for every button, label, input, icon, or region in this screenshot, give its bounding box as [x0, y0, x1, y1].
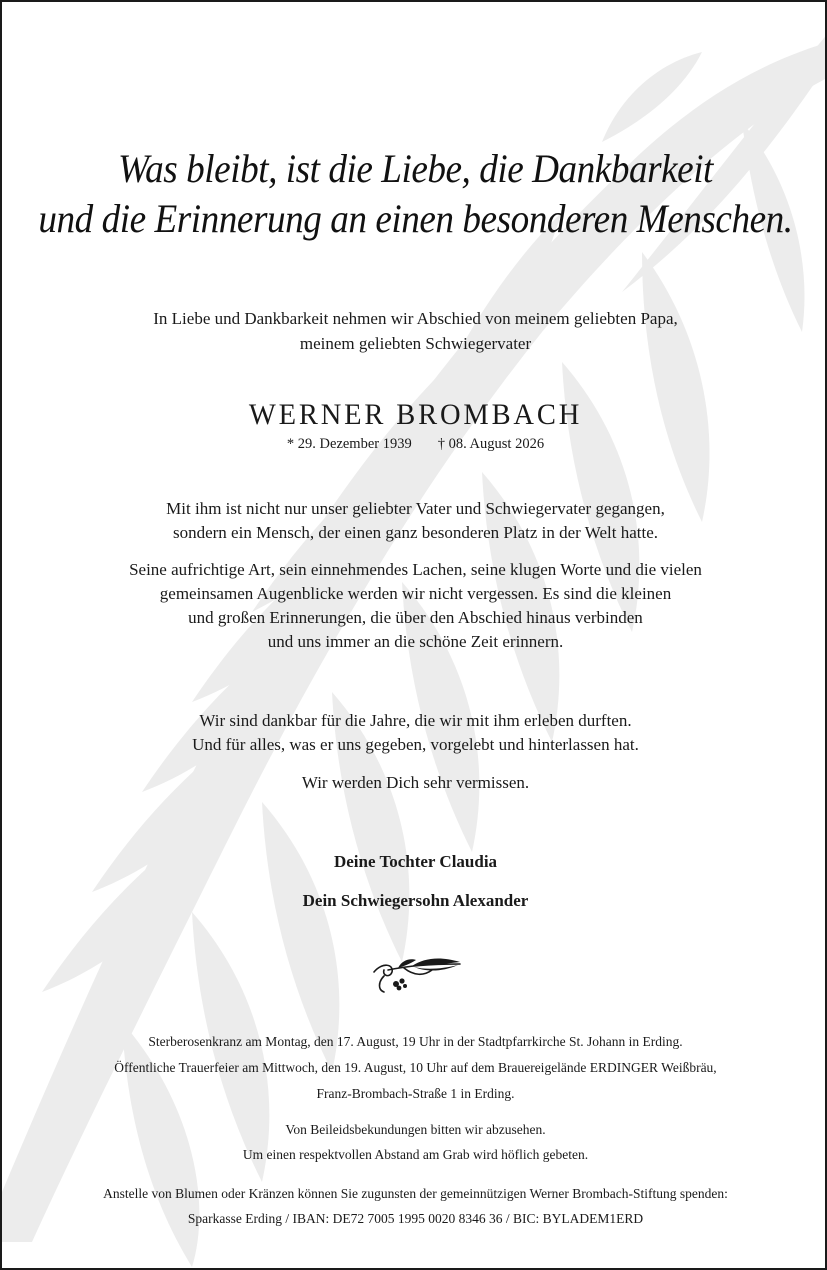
service-line-2: Öffentliche Trauerfeier am Mittwoch, den 19. August, 10 Uhr auf dem Brauereigelände ERDINGER Weißbräu,: [114, 1060, 717, 1075]
birth-date: * 29. Dezember 1939: [286, 436, 412, 452]
donation-line-1: Anstelle von Blumen oder Kränzen können Sie zugunsten der gemeinnützigen Werner Brombach-Stiftung spenden:: [103, 1186, 728, 1201]
mourner-daughter: Deine Tochter Claudia: [333, 852, 498, 871]
text-block-4-line-1: Wir werden Dich sehr vermissen.: [301, 773, 530, 792]
intro-line-2: meinem geliebten Schwiegervater: [299, 334, 532, 353]
intro-line-1: In Liebe und Dankbarkeit nehmen wir Abschied von meinem geliebten Papa,: [153, 309, 678, 328]
motto-line-1: Was bleibt, ist die Liebe, die Dankbarkeit: [118, 146, 713, 191]
text-block-1-line-2: sondern ein Mensch, der einen ganz besonderen Platz in der Welt hatte.: [172, 523, 658, 542]
request-line-1: Von Beileidsbekundungen bitten wir abzusehen.: [285, 1122, 546, 1137]
text-block-3-line-2: Und für alles, was er uns gegeben, vorgelebt und hinterlassen hat.: [192, 735, 639, 754]
text-block-2-line-4: und uns immer an die schöne Zeit erinnern.: [267, 632, 564, 651]
text-block-2-line-1: Seine aufrichtige Art, sein einnehmendes Lachen, seine klugen Worte und die vielen: [129, 560, 702, 579]
text-block-1-line-1: Mit ihm ist nicht nur unser geliebter Vater und Schwiegervater gegangen,: [166, 499, 665, 518]
text-block-3-line-1: Wir sind dankbar für die Jahre, die wir mit ihm erleben durften.: [199, 711, 632, 730]
life-dates: [2, 434, 827, 454]
service-line-3: Franz-Brombach-Straße 1 in Erding.: [316, 1086, 515, 1101]
donation-bank-details: Sparkasse Erding / IBAN: DE72 7005 1995 0020 8346 36 / BIC: BYLADEM1ERD: [187, 1211, 644, 1226]
leaf-branch-icon: [368, 950, 464, 996]
text-block-2-line-3: und großen Erinnerungen, die über den Abschied hinaus verbinden: [188, 608, 643, 627]
death-date: † 08. August 2026: [437, 436, 545, 452]
request-line-2: Um einen respektvollen Abstand am Grab wird höflich gebeten.: [242, 1147, 589, 1162]
text-block-2-line-2: gemeinsamen Augenblicke werden wir nicht vergessen. Es sind die kleinen: [159, 584, 672, 603]
deceased-name: WERNER BROMBACH: [248, 398, 583, 431]
motto-line-2: und die Erinnerung an einen besonderen Menschen.: [38, 196, 793, 241]
service-line-1: Sterberosenkranz am Montag, den 17. August, 19 Uhr in der Stadtpfarrkirche St. Johann in Erding.: [148, 1034, 683, 1049]
mourner-son-in-law: Dein Schwiegersohn Alexander: [302, 891, 529, 910]
